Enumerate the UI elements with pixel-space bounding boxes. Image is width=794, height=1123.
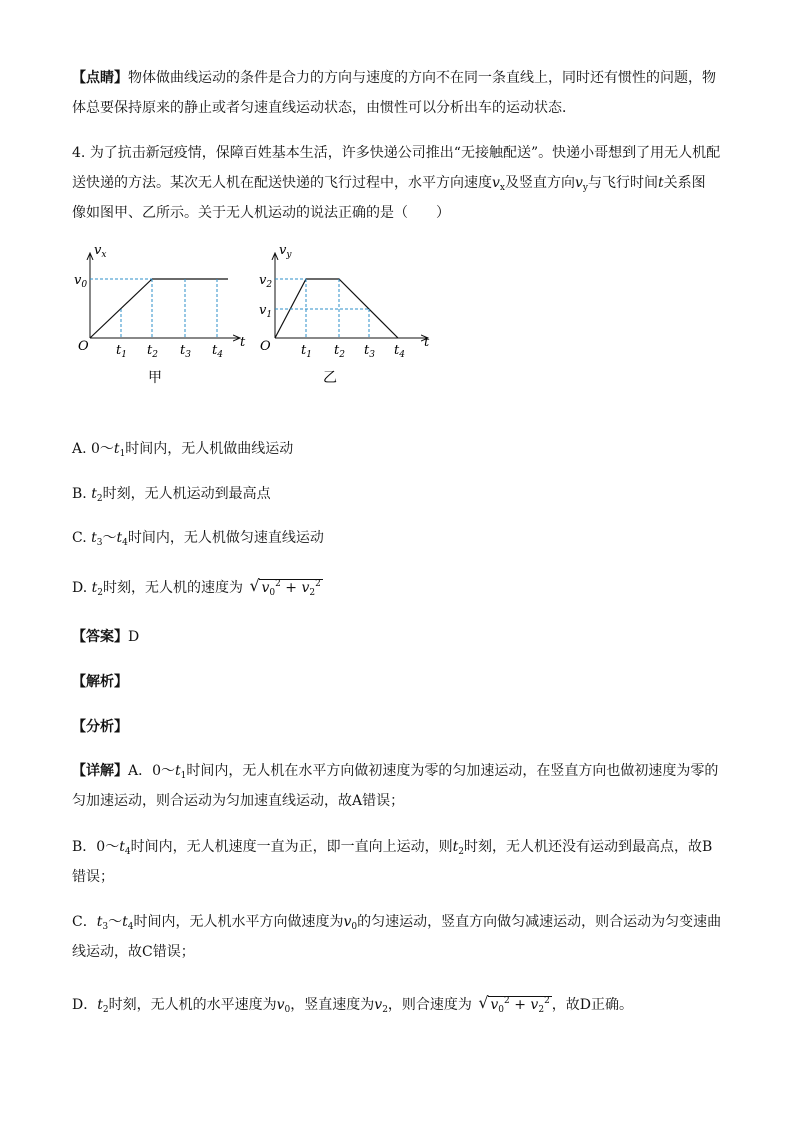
jia-caption: 甲 xyxy=(148,370,162,386)
detail-d: D．$t_2$时刻，无人机的水平速度为$v_0$，竖直速度为$v_2$，则合速度为 √ $v_0^2 + v_2^2$ ，故D正确。 xyxy=(72,990,722,1020)
question-line2-d: 关系图 xyxy=(663,175,706,191)
analysis-tag: 【解析】 xyxy=(72,674,128,690)
detail-a-l1-b: 时间内，无人机在水平方向做初速度为零的匀加速运动，在竖直方向也做初速度为零的 xyxy=(186,763,719,779)
note-line2: 体总要保持原来的静止或者匀速直线运动状态，由惯性可以分析出车的运动状态． xyxy=(72,100,576,116)
jia-ylabel: $v_x$ xyxy=(94,243,107,260)
yi-t4-label: $t_4$ xyxy=(394,343,405,360)
detail-a-l2: 匀加速运动，则合运动为匀加速直线运动，故A错误； xyxy=(72,793,405,809)
yi-v1-label: $v_1$ xyxy=(259,303,273,320)
question-line2-c: 与飞行时间 xyxy=(588,175,659,191)
option-d: D. $t_2$时刻，无人机的速度为 √ $v_0^2 + v_2^2$ xyxy=(72,573,722,603)
detail-c-l1-c: 的匀速运动，竖直方向做匀减速运动，则合运动为匀变速曲 xyxy=(357,914,722,930)
jia-t1-label: $t_1$ xyxy=(116,343,127,360)
detail-c-l2: 线运动，故C错误； xyxy=(72,944,195,960)
detail-b-l1-a: B．0～ xyxy=(72,839,120,855)
jia-t4-label: $t_4$ xyxy=(212,343,223,360)
detail-tag: 【详解】 xyxy=(72,763,128,779)
detail-b-l1-c: 时刻，无人机还没有运动到最高点，故B xyxy=(463,839,713,855)
detail-b: B．$0\sim t_4$时间内，无人机速度一直为正，即一直向上运动，则$t_2$时刻，无人机还没有运动到最高点，故B 错误； xyxy=(72,839,713,885)
yi-v2-label: $v_2$ xyxy=(259,273,273,290)
question-line1: 为了抗击新冠疫情，保障百姓基本生活，许多快递公司推出“无接触配送”。快递小哥想到了用无人机配 xyxy=(89,145,721,161)
detail-c: C．$t_3\sim t_4$时间内，无人机水平方向做速度为$v_0$的匀速运动，竖直方向做匀减速运动，则合运动为匀变速曲 线运动，故C错误； xyxy=(72,914,722,960)
detail-d-d: ，则合速度为 xyxy=(387,997,472,1013)
option-c-prefix: C. xyxy=(72,530,87,546)
velocity-time-figures xyxy=(60,238,460,398)
question-number: 4. xyxy=(72,145,86,161)
option-a-prefix: A. 0～ xyxy=(72,441,114,457)
question-line2-a: 送快递的方法。某次无人机在配送快递的飞行过程中，水平方向速度 xyxy=(72,175,492,191)
detail-a-l1-a: A．0～ xyxy=(128,763,176,779)
question-line3: 像如图甲、乙所示。关于无人机运动的说法正确的是（ ） xyxy=(72,205,450,221)
question-line2-b: 及竖直方向 xyxy=(505,175,575,191)
graph-yi xyxy=(259,243,430,386)
jia-origin: O xyxy=(78,339,89,354)
jia-t-axis-label: t xyxy=(240,335,246,350)
yi-t2-label: $t_2$ xyxy=(334,343,345,360)
option-c: C. $t_3\sim t_4$时间内，无人机做匀速直线运动 xyxy=(72,530,324,548)
option-d-text: 时刻，无人机的速度为 xyxy=(103,580,244,596)
answer-tag: 【答案】 xyxy=(72,629,128,645)
detail-d-b: 时刻，无人机的水平速度为 xyxy=(108,997,277,1013)
answer-value: D xyxy=(128,629,140,645)
yi-t-axis-label: t xyxy=(424,335,430,350)
detail-b-l2: 错误； xyxy=(72,869,114,885)
detail-b-l1-b: 时间内，无人机速度一直为正，即一直向上运动，则 xyxy=(130,839,453,855)
sqrt-formula-detail: √ $v_0^2 + v_2^2$ xyxy=(478,993,550,1015)
jia-t2-label: $t_2$ xyxy=(147,343,158,360)
option-c-text: 时间内，无人机做匀速直线运动 xyxy=(127,530,324,546)
note-line1: 物体做曲线运动的条件是合力的方向与速度的方向不在同一条直线上，同时还有惯性的问题，物 xyxy=(128,70,716,86)
option-b-text: 时刻，无人机运动到最高点 xyxy=(102,486,271,502)
yi-t3-label: $t_3$ xyxy=(364,343,375,360)
question-4: 4. 为了抗击新冠疫情，保障百姓基本生活，许多快递公司推出“无接触配送”。快递小哥想到了用无人机配 送快递的方法。某次无人机在配送快递的飞行过程中，水平方向速度$v_x$及竖直方向$v_y$与飞行时间t关系图 像如图甲、乙所示。关于无人机运动的说法正确的是（ ） xyxy=(72,145,721,221)
option-b-prefix: B. xyxy=(72,486,87,502)
note-tag: 【点睛】 xyxy=(72,70,128,86)
option-a-text: 时间内，无人机做曲线运动 xyxy=(125,441,294,457)
note-paragraph xyxy=(72,63,722,123)
yi-caption: 乙 xyxy=(323,370,337,386)
fenxi-tag: 【分析】 xyxy=(72,719,128,735)
sqrt-formula: √ $v_0^2 + v_2^2$ xyxy=(249,576,321,598)
detail-d-e: ，故D正确。 xyxy=(551,997,634,1013)
yi-ylabel: $v_y$ xyxy=(279,243,292,260)
graph-jia xyxy=(74,243,246,386)
detail-c-l1-b: 时间内，无人机水平方向做速度为 xyxy=(133,914,344,930)
yi-t1-label: $t_1$ xyxy=(301,343,312,360)
option-b: B. $t_2$时刻，无人机运动到最高点 xyxy=(72,486,271,504)
detail-c-l1-a: C． xyxy=(72,914,97,930)
detail-d-c: ，竖直速度为 xyxy=(290,997,375,1013)
detail-d-a: D． xyxy=(72,997,98,1013)
jia-t3-label: $t_3$ xyxy=(180,343,191,360)
option-d-prefix: D. xyxy=(72,580,88,596)
answer-line xyxy=(72,622,722,652)
detail-a: 【详解】A．$0\sim t_1$时间内，无人机在水平方向做初速度为零的匀加速运动，在竖直方向也做初速度为零的 匀加速运动，则合运动为匀加速直线运动，故A错误； xyxy=(72,763,719,809)
option-a: A. $0\sim t_1$时间内，无人机做曲线运动 xyxy=(72,441,294,459)
jia-v0-label: $v_0$ xyxy=(74,273,88,290)
yi-origin: O xyxy=(260,339,271,354)
